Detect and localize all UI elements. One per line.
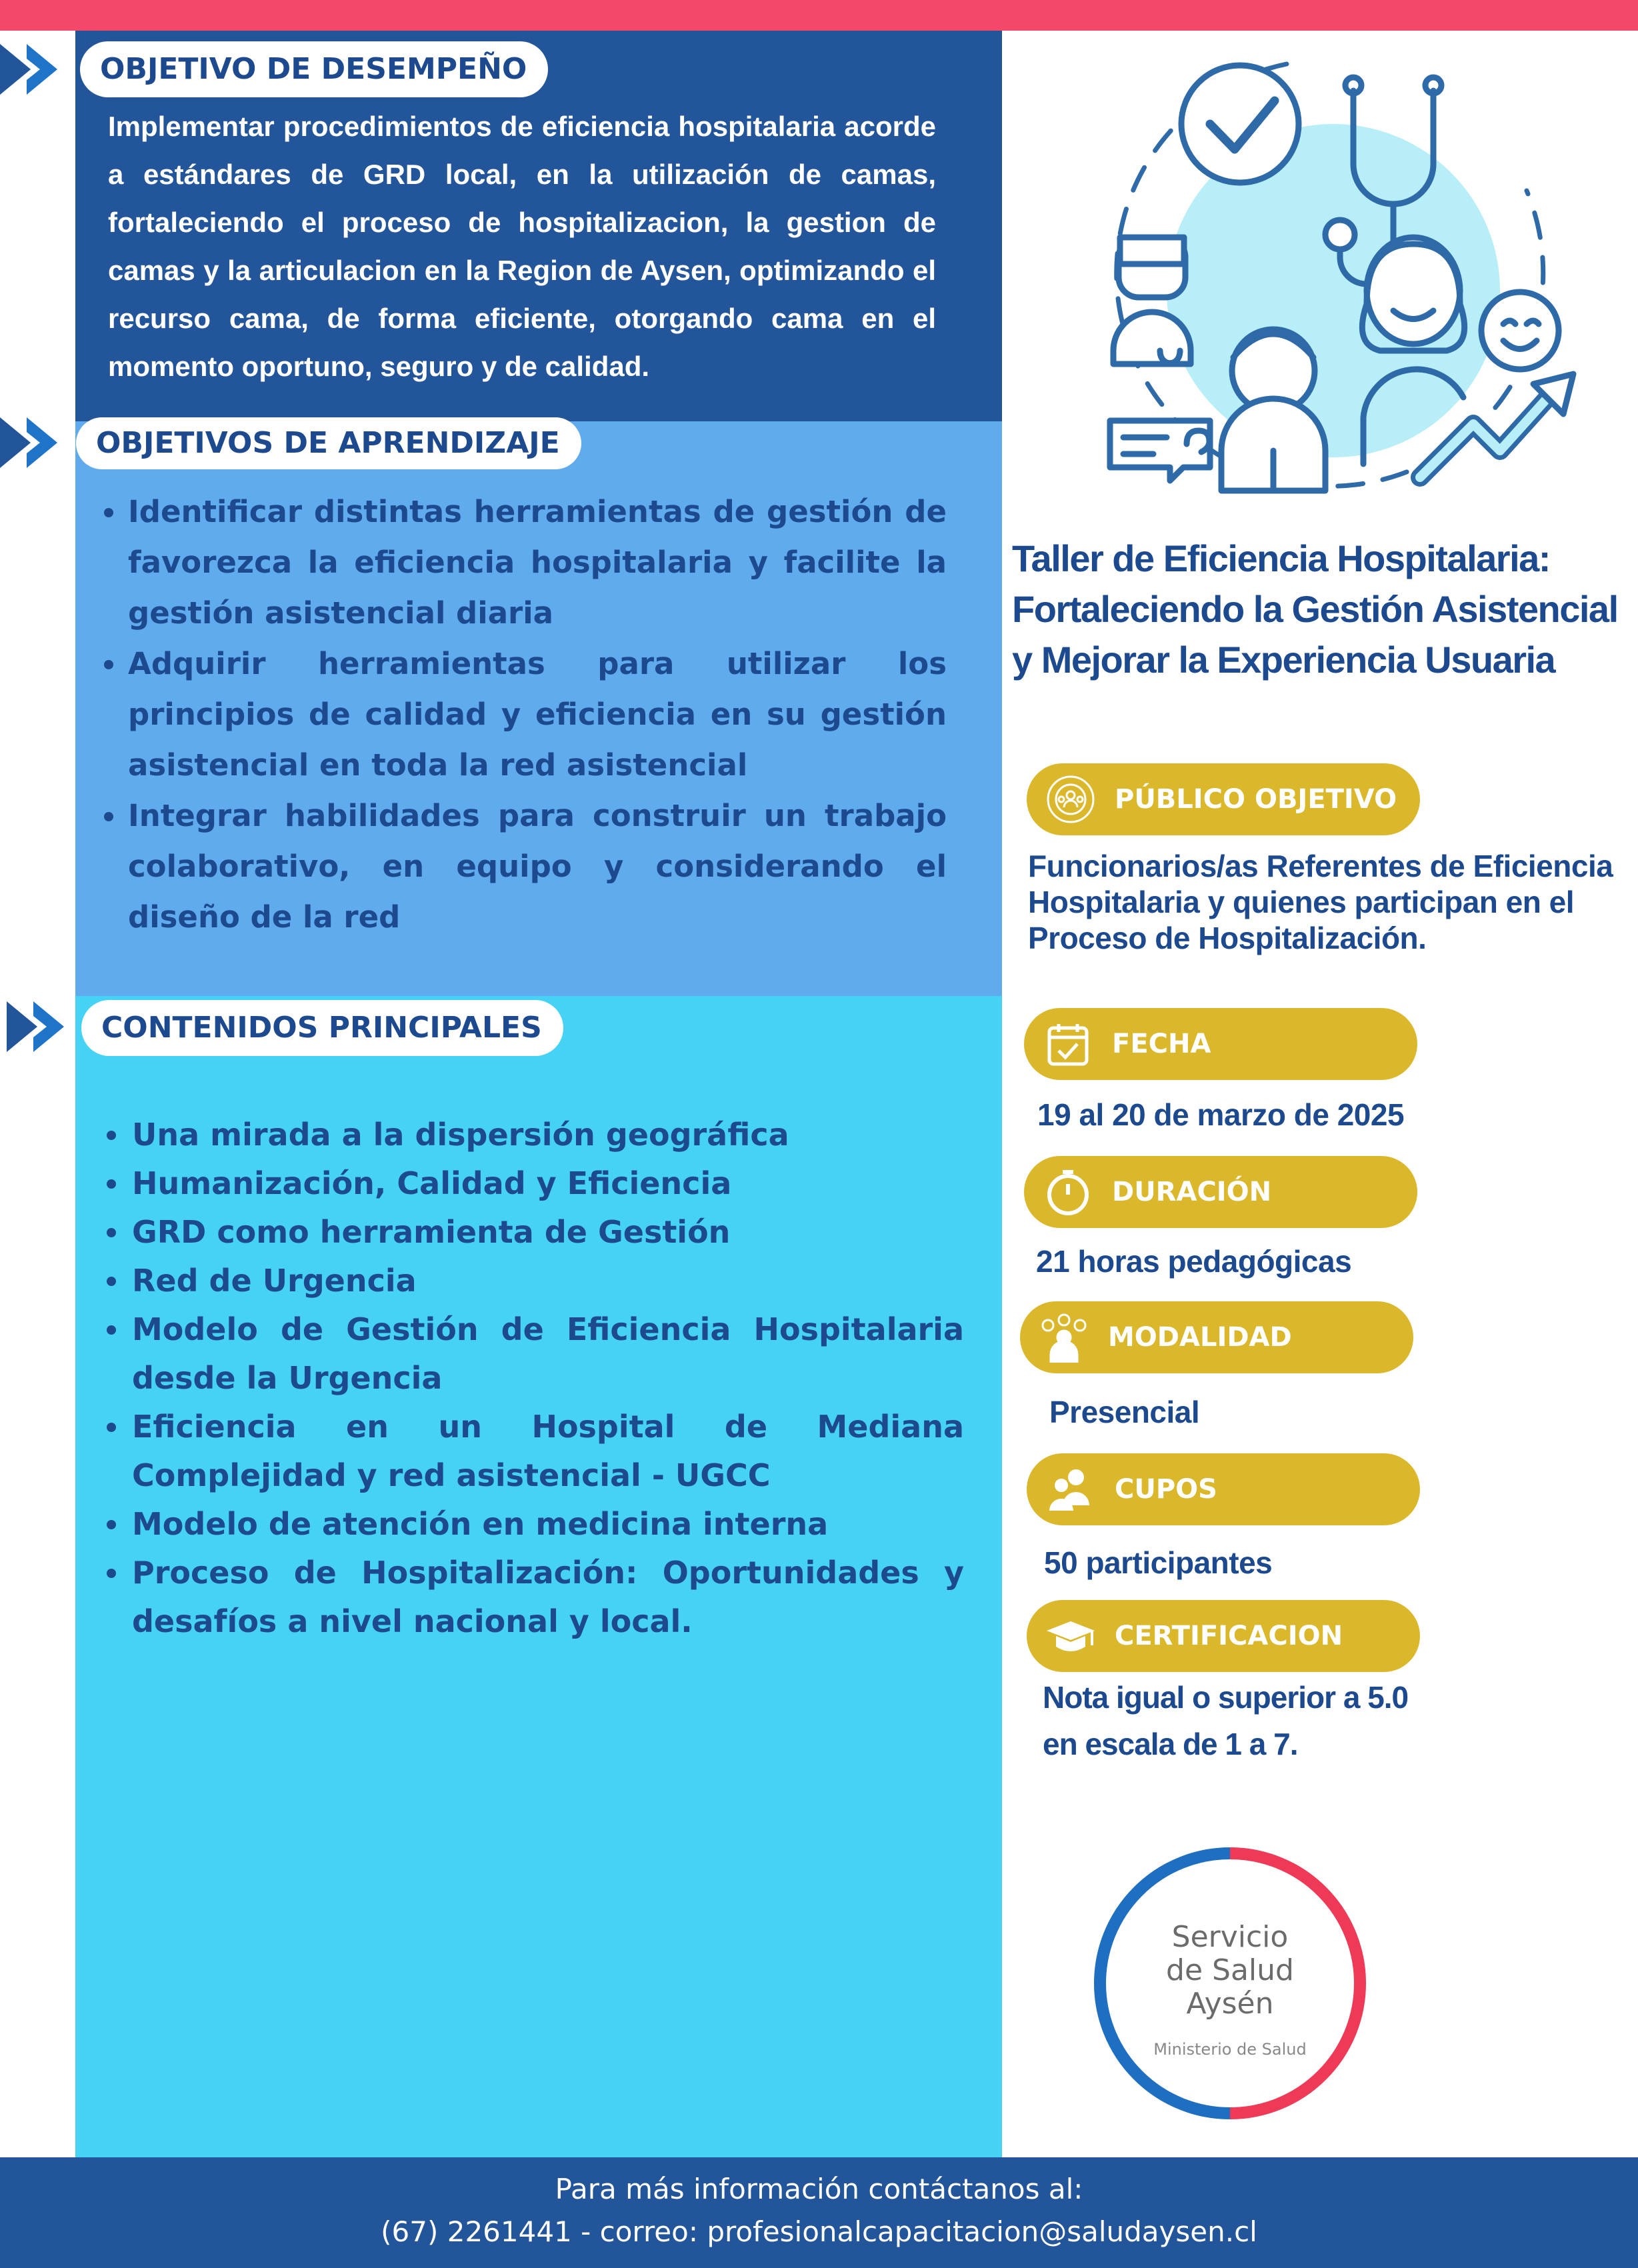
logo-subtitle: Ministerio de Salud <box>1153 2040 1307 2059</box>
calendar-check-icon <box>1043 1019 1093 1069</box>
list-item: Red de Urgencia <box>104 1257 964 1305</box>
learning-objectives-list <box>101 487 947 943</box>
list-item: Modelo de atención en medicina interna <box>104 1500 964 1549</box>
learning-objectives-heading: OBJETIVOS DE APRENDIZAJE <box>76 417 581 469</box>
list-item: Humanización, Calidad y Eficiencia <box>104 1159 964 1208</box>
duration-label: DURACIÓN <box>1112 1177 1272 1207</box>
target-people-icon <box>1045 774 1096 825</box>
date-value: 19 al 20 de marzo de 2025 <box>1037 1097 1405 1132</box>
certification-pill <box>1027 1600 1420 1672</box>
list-item: Proceso de Hospitalización: Oportunidades y desafíos a nivel nacional y local. <box>104 1549 964 1646</box>
section-arrows-icon <box>0 999 73 1055</box>
date-label: FECHA <box>1112 1029 1211 1059</box>
stopwatch-icon <box>1043 1167 1093 1217</box>
duration-pill <box>1024 1156 1417 1228</box>
section-arrows-icon <box>0 41 73 97</box>
logo-line2: de Salud <box>1166 1953 1294 1987</box>
list-item: Adquirir herramientas para utilizar los principios de calidad y eficiencia en su gestión asistencial en toda la red asistencial <box>101 639 947 791</box>
footer-contact: (67) 2261441 - correo: profesionalcapacitacion@saludaysen.cl <box>381 2215 1257 2248</box>
list-item: GRD como herramienta de Gestión <box>104 1208 964 1257</box>
workshop-title: Taller de Eficiencia Hospitalaria: Fortaleciendo la Gestión Asistencial y Mejorar la Experiencia Usuaria <box>1012 537 1618 681</box>
certification-label: CERTIFICACION <box>1115 1621 1343 1651</box>
graduation-cap-icon <box>1045 1611 1096 1661</box>
list-item: Una mirada a la dispersión geográfica <box>104 1111 964 1159</box>
section-arrows-icon <box>0 415 73 471</box>
duration-value: 21 horas pedagógicas <box>1036 1244 1352 1279</box>
performance-objective-text: Implementar procedimientos de eficiencia hospitalaria acorde a estándares de GRD local, en la utilización de camas, fortaleciendo el proceso de hospitalizacion, la gestion de camas y la articulacion en la Region de Aysen, optimizando el recurso cama, de forma eficiente, otorgando cama en el momento oportuno, seguro y de calidad. <box>108 111 936 382</box>
people-icon <box>1045 1464 1096 1515</box>
certification-value-line1: Nota igual o superior a 5.0 <box>1043 1680 1409 1715</box>
target-audience-pill <box>1027 763 1420 835</box>
list-item: Eficiencia en un Hospital de Mediana Complejidad y red asistencial - UGCC <box>104 1403 964 1500</box>
main-contents-heading: CONTENIDOS PRINCIPALES <box>81 1000 563 1056</box>
logo-line1: Servicio <box>1171 1920 1289 1954</box>
modality-value: Presencial <box>1049 1395 1200 1429</box>
list-item: Integrar habilidades para construir un trabajo colaborativo, en equipo y considerando el diseño de la red <box>101 791 947 943</box>
top-accent-bar <box>0 0 1638 31</box>
main-contents-list <box>104 1111 964 1646</box>
person-learning-icon <box>1039 1312 1089 1363</box>
logo-line3: Aysén <box>1186 1987 1274 2021</box>
slots-label: CUPOS <box>1115 1474 1217 1505</box>
modality-label: MODALIDAD <box>1108 1322 1292 1353</box>
date-pill <box>1024 1008 1417 1080</box>
list-item: Modelo de Gestión de Eficiencia Hospitalaria desde la Urgencia <box>104 1305 964 1403</box>
healthcare-team-illustration <box>1067 37 1593 524</box>
performance-objective-heading: OBJETIVO DE DESEMPEÑO <box>80 41 548 97</box>
slots-pill <box>1027 1453 1420 1525</box>
modality-pill <box>1020 1301 1413 1373</box>
servicio-salud-aysen-logo <box>1093 1847 1367 2120</box>
certification-value-line2: en escala de 1 a 7. <box>1043 1727 1298 1761</box>
target-audience-value: Funcionarios/as Referentes de Eficiencia Hospitalaria y quienes participan en el Proceso de Hospitalización. <box>1028 849 1613 955</box>
slots-value: 50 participantes <box>1044 1545 1273 1580</box>
footer-line1: Para más información contáctanos al: <box>555 2173 1083 2205</box>
target-audience-label: PÚBLICO OBJETIVO <box>1115 784 1397 815</box>
footer <box>0 2157 1638 2268</box>
list-item: Identificar distintas herramientas de gestión de favorezca la eficiencia hospitalaria y facilite la gestión asistencial diaria <box>101 487 947 639</box>
